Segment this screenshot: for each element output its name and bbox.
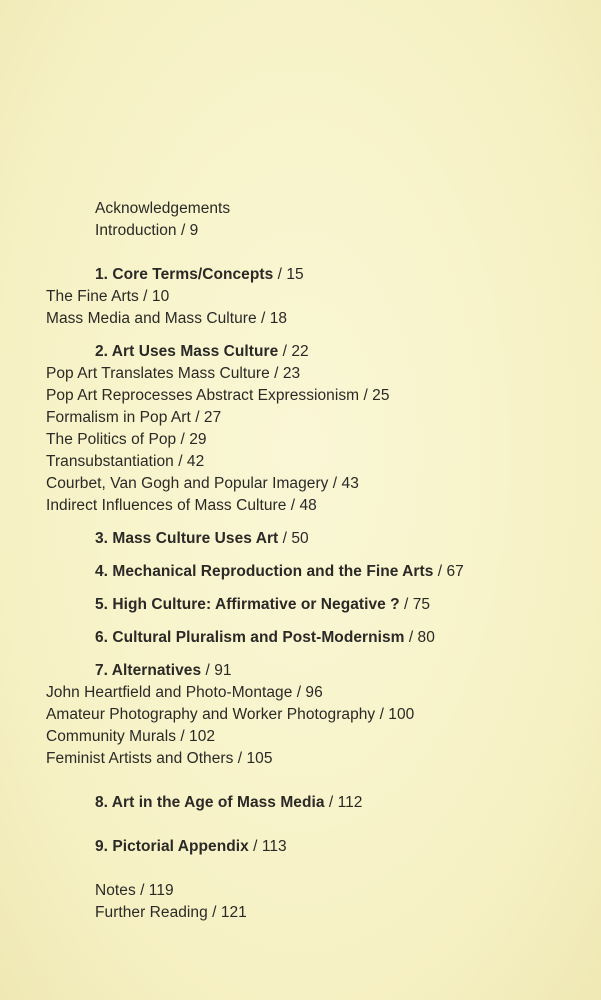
chapter-7-page: / 91: [201, 662, 232, 679]
toc-section: Transubstantiation / 42: [46, 453, 205, 470]
toc-section: Indirect Influences of Mass Culture / 48: [46, 497, 317, 514]
chapter-9-title: 9. Pictorial Appendix: [95, 838, 249, 855]
chapter-3-page: / 50: [278, 530, 309, 547]
toc-section: The Politics of Pop / 29: [46, 431, 207, 448]
toc-acknowledgements: Acknowledgements: [95, 200, 231, 217]
toc-further-reading: Further Reading / 121: [95, 904, 247, 921]
toc-section: Courbet, Van Gogh and Popular Imagery / 43: [46, 475, 359, 492]
toc-chapter-3: [95, 529, 309, 549]
toc-chapter-7: [95, 661, 232, 681]
toc-chapter-6: [95, 628, 435, 648]
chapter-6-page: / 80: [404, 629, 435, 646]
toc-section: Pop Art Translates Mass Culture / 23: [46, 365, 301, 382]
toc-chapter-9: [95, 837, 287, 857]
toc-chapter-2: [95, 342, 309, 362]
chapter-8-page: / 112: [324, 794, 363, 811]
toc-chapter-5: [95, 595, 430, 615]
toc-section: John Heartfield and Photo-Montage / 96: [46, 684, 323, 701]
chapter-8-title: 8. Art in the Age of Mass Media: [95, 794, 325, 811]
chapter-4-page: / 67: [433, 563, 464, 580]
toc-section: Mass Media and Mass Culture / 18: [46, 310, 288, 327]
toc-section: Feminist Artists and Others / 105: [46, 750, 273, 767]
chapter-2-title: 2. Art Uses Mass Culture: [95, 343, 279, 360]
chapter-7-title: 7. Alternatives: [95, 662, 202, 679]
toc-section: Formalism in Pop Art / 27: [46, 409, 222, 426]
chapter-2-page: / 22: [278, 343, 309, 360]
toc-section: The Fine Arts / 10: [46, 288, 170, 305]
chapter-5-title: 5. High Culture: Affirmative or Negative ?: [95, 596, 400, 613]
chapter-1-page: / 15: [273, 266, 304, 283]
toc-section: Community Murals / 102: [46, 728, 216, 745]
chapter-4-title: 4. Mechanical Reproduction and the Fine Arts: [95, 563, 434, 580]
toc-introduction: Introduction / 9: [95, 222, 199, 239]
chapter-1-title: 1. Core Terms/Concepts: [95, 266, 274, 283]
toc-section: Pop Art Reprocesses Abstract Expressionism / 25: [46, 387, 390, 404]
toc-chapter-8: [95, 793, 362, 813]
chapter-9-page: / 113: [248, 838, 287, 855]
toc-chapter-1: [95, 265, 304, 285]
toc-section: Amateur Photography and Worker Photography / 100: [46, 706, 415, 723]
chapter-6-title: 6. Cultural Pluralism and Post-Modernism: [95, 629, 405, 646]
toc-chapter-4: [95, 562, 464, 582]
chapter-5-page: / 75: [399, 596, 431, 613]
chapter-3-title: 3. Mass Culture Uses Art: [95, 530, 279, 547]
toc-notes: Notes / 119: [95, 882, 174, 899]
